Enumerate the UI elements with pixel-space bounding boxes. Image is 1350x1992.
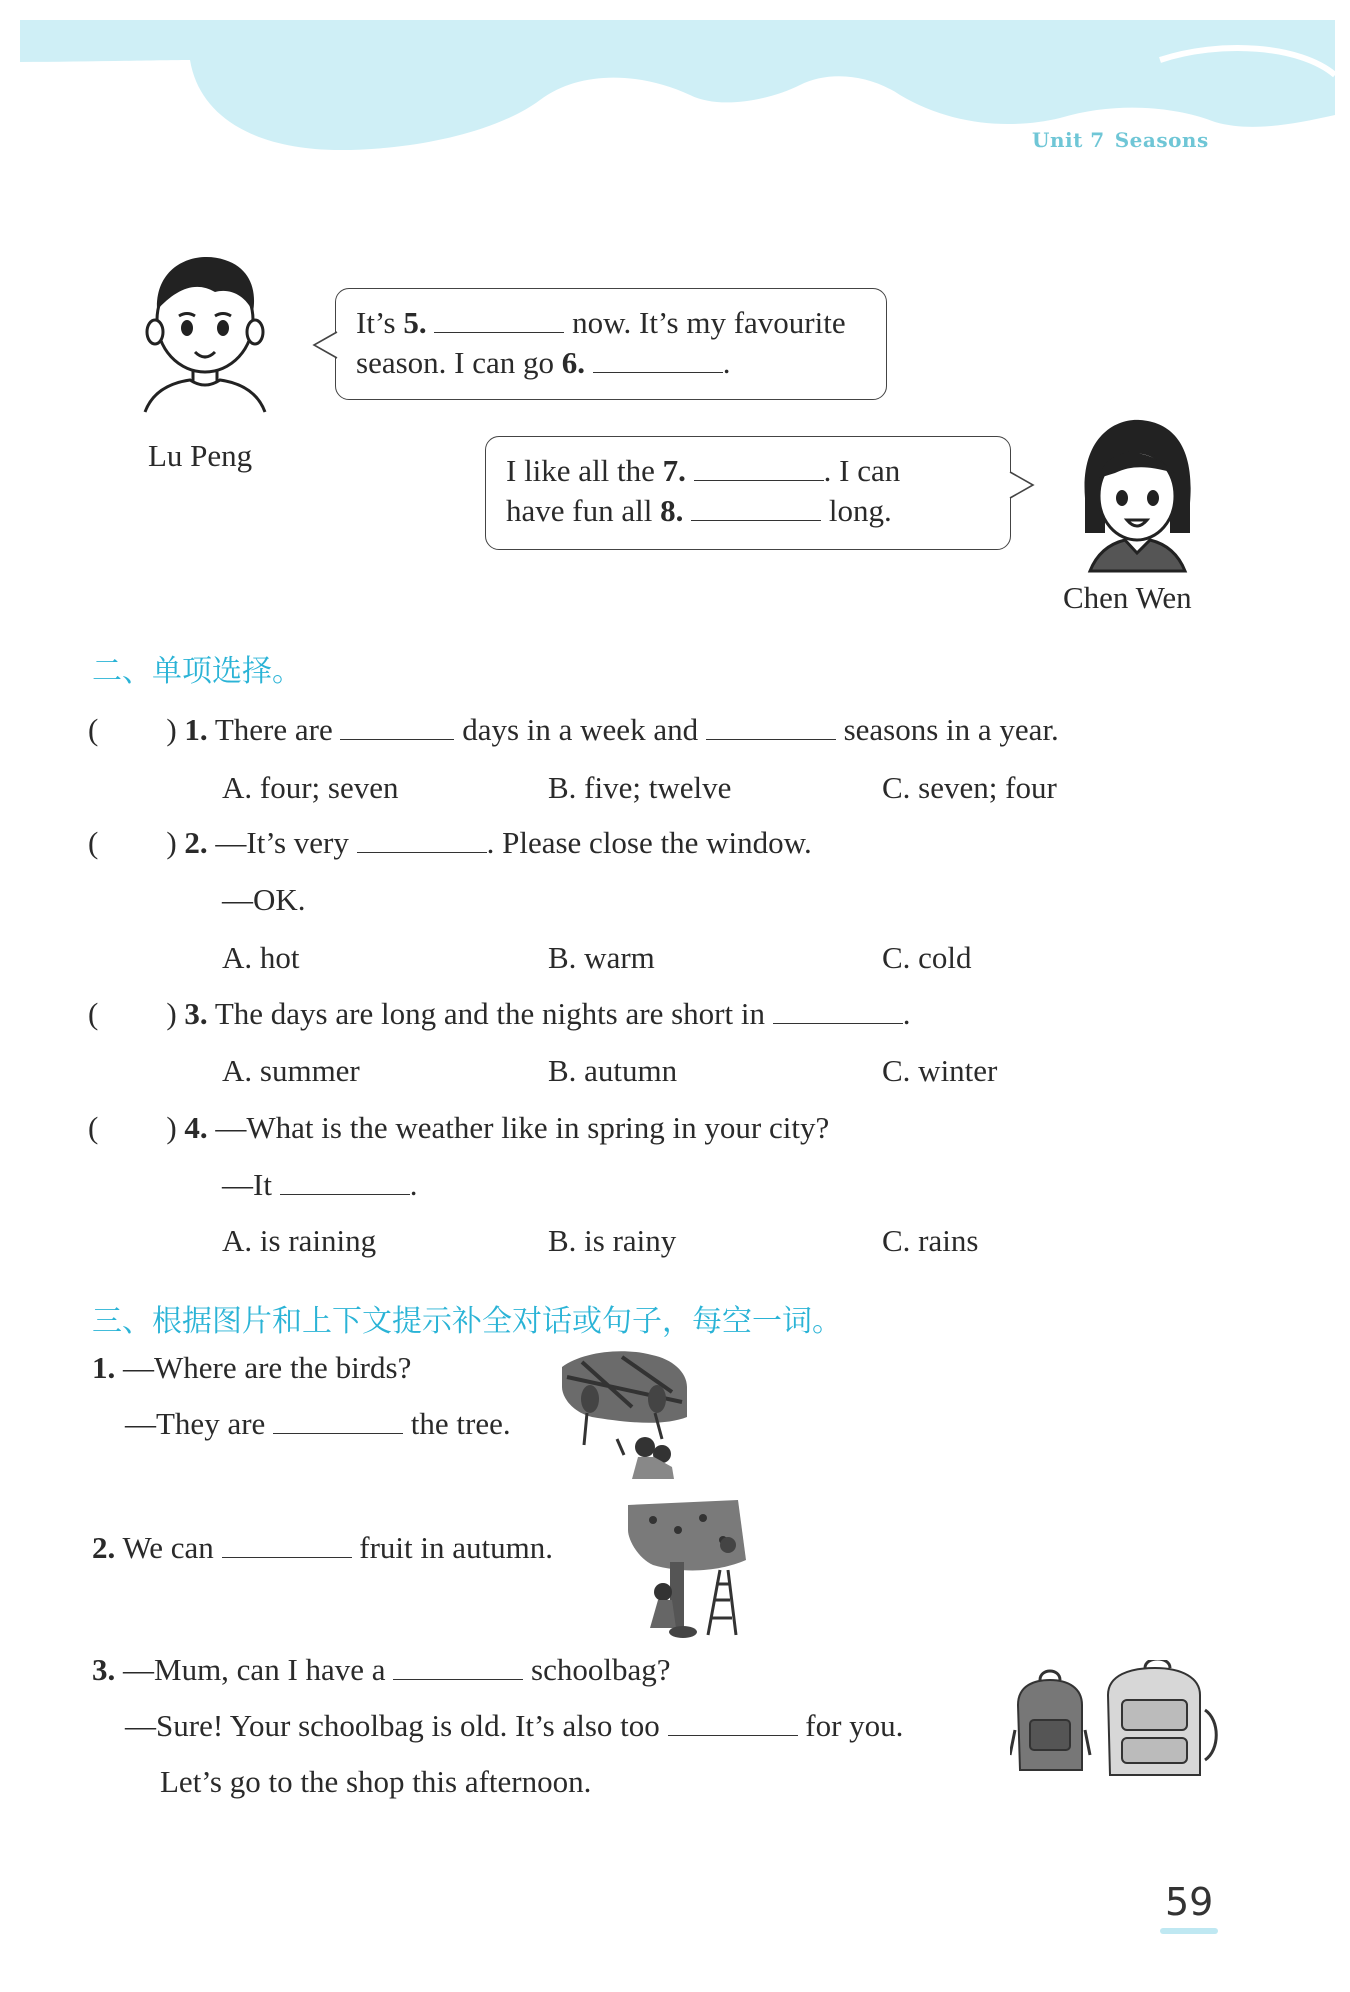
question-text: seasons in a year. [835,712,1059,747]
blank-7[interactable] [694,454,824,481]
s3-question-3-reply [125,1708,903,1744]
question-text: —What is the weather like in spring in your city? [207,1110,830,1145]
blank[interactable] [393,1653,523,1680]
lu-peng-speech-bubble [335,288,887,400]
blank[interactable] [222,1531,352,1558]
question-text: —It’s very [207,825,357,860]
text: now. It’s my favourite [564,305,846,340]
bubble-line [356,343,886,383]
option-a[interactable]: A. summer [222,1053,360,1088]
page-number: 59 [1165,1880,1214,1924]
blank-6[interactable] [593,346,723,373]
option-b[interactable]: B. warm [548,940,655,975]
unit-number: Unit 7 [1032,128,1105,152]
girl-illustration [1075,418,1200,573]
s3-question-2 [92,1530,553,1566]
bubble-tail [1009,470,1035,500]
answer-paren-open: ( [88,996,99,1031]
blank-number: 6. [561,345,585,380]
option-c[interactable]: C. cold [882,940,972,975]
text: season. I can go [356,345,562,380]
section-2-title: 二、单项选择。 [92,654,302,689]
question-text: days in a week and [454,712,706,747]
chen-wen-name: Chen Wen [1063,580,1192,615]
question-number: 2. [92,1530,116,1565]
dialogue-reply: —OK. [222,882,306,917]
question-text: —Where are the birds? [115,1350,412,1385]
birds-in-tree-image [562,1347,687,1479]
text: I like all the [506,453,663,488]
text: . [722,345,731,380]
question-text: There are [207,712,341,747]
answer-paren-close: ) [166,712,177,747]
reply-text: —It [222,1167,280,1202]
blank-number: 5. [403,305,427,340]
answer-paren-open: ( [88,1110,99,1145]
question-text: schoolbag? [531,1652,671,1687]
answer-paren-close: ) [166,996,177,1031]
answer-paren-close: ) [166,1110,177,1145]
unit-title: Seasons [1114,128,1209,152]
boy-illustration [135,250,275,415]
blank[interactable] [773,997,903,1024]
bubble-tail [312,330,338,360]
option-b[interactable]: B. five; twelve [548,770,732,805]
option-c[interactable]: C. rains [882,1223,979,1258]
option-c[interactable]: C. winter [882,1053,998,1088]
bubble-line [506,491,1010,531]
reply-text: —They are [125,1406,274,1441]
blank[interactable] [668,1709,798,1736]
blank[interactable] [273,1407,403,1434]
question-number: 1. [184,712,208,747]
text: long. [821,493,892,528]
blank[interactable] [706,713,836,740]
question-number: 1. [92,1350,116,1385]
question-number: 3. [184,996,208,1031]
option-a[interactable]: A. is raining [222,1223,377,1258]
reply-text: . [409,1167,418,1202]
section-3-title: 三、根据图片和上下文提示补全对话或句子，每空一词。 [92,1304,842,1339]
text: . I can [823,453,901,488]
question-4 [88,1110,829,1146]
reply-text: the tree. [410,1406,511,1441]
unit-label [1032,128,1219,152]
blank-8[interactable] [691,494,821,521]
schoolbags-image [1010,1660,1225,1780]
text: have fun all [506,493,661,528]
option-c[interactable]: C. seven; four [882,770,1057,805]
s3-question-1-reply [125,1406,511,1442]
option-a[interactable]: A. four; seven [222,770,399,805]
option-b[interactable]: B. is rainy [548,1223,677,1258]
option-b[interactable]: B. autumn [548,1053,678,1088]
dialogue-reply [222,1167,417,1203]
blank-number: 8. [660,493,684,528]
answer-paren-open: ( [88,712,99,747]
question-text: The days are long and the nights are short in [207,996,773,1031]
question-text: —Mum, can I have a [115,1652,394,1687]
question-number: 3. [92,1652,116,1687]
question-number: 4. [184,1110,208,1145]
reply-text: —Sure! Your schoolbag is old. It’s also too [125,1708,668,1743]
question-1 [88,712,1059,748]
blank[interactable] [280,1168,410,1195]
question-2 [88,825,812,861]
text: It’s [356,305,404,340]
option-a[interactable]: A. hot [222,940,300,975]
header-cloud-banner [0,0,1350,200]
question-text: . [902,996,911,1031]
answer-paren-close: ) [166,825,177,860]
bubble-line [356,303,886,343]
blank[interactable] [357,826,487,853]
s3-question-3-reply-2: Let’s go to the shop this afternoon. [160,1764,592,1799]
page-number-underline [1160,1928,1218,1934]
bubble-line [506,451,1010,491]
blank-number: 7. [662,453,686,488]
question-text: We can [115,1530,222,1565]
blank-5[interactable] [434,306,564,333]
question-text: . Please close the window. [486,825,812,860]
question-text: fruit in autumn. [359,1530,553,1565]
question-number: 2. [184,825,208,860]
reply-text: for you. [805,1708,904,1743]
picking-fruit-image [628,1500,746,1640]
answer-paren-open: ( [88,825,99,860]
question-3 [88,996,910,1032]
blank[interactable] [340,713,454,740]
s3-question-3 [92,1652,671,1688]
chen-wen-speech-bubble [485,436,1011,550]
s3-question-1 [92,1350,411,1386]
lu-peng-name: Lu Peng [148,438,253,473]
